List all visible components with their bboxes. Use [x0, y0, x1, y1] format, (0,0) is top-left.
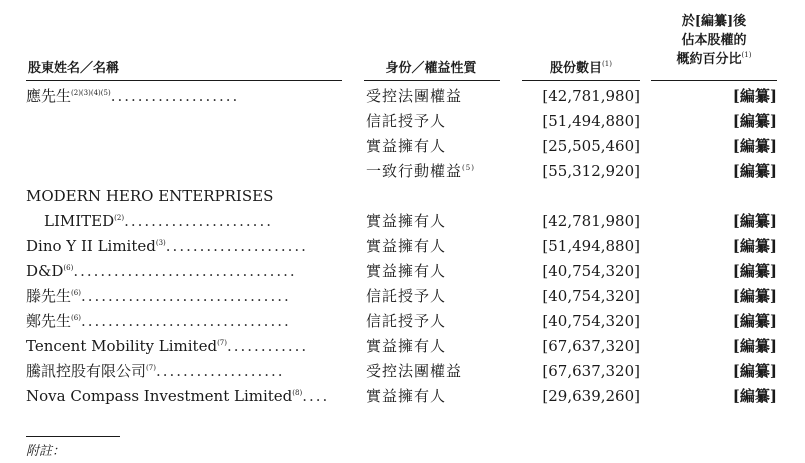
approx-percentage: [編纂] [732, 362, 777, 380]
leader-dots: ................................. [73, 262, 297, 280]
number-of-shares: [51,494,880] [542, 112, 640, 130]
table-row [0, 359, 805, 384]
leader-dots: ................... [155, 362, 285, 380]
number-of-shares: [40,754,320] [542, 287, 640, 305]
capacity [366, 84, 504, 109]
approx-percentage: [編纂] [732, 387, 777, 405]
capacity [366, 334, 504, 359]
leader-dots: .... [302, 387, 330, 405]
capacity [366, 259, 504, 284]
shareholder-name [26, 284, 344, 309]
leader-dots: ...................... [124, 212, 273, 230]
shareholder-name [26, 309, 344, 334]
shareholder-note: (2) [114, 214, 125, 222]
number-of-shares: [40,754,320] [542, 262, 640, 280]
capacity [366, 309, 504, 334]
number-of-shares: [29,639,260] [542, 387, 640, 405]
capacity [366, 184, 504, 209]
capacity-text: 信託授予人 [366, 112, 447, 130]
number-of-shares [522, 184, 640, 209]
shareholder-name [44, 209, 344, 234]
header-pct-note: (1) [741, 51, 752, 59]
table-row [0, 384, 805, 409]
approx-percentage: [編纂] [732, 337, 777, 355]
leader-dots: ............................... [80, 312, 291, 330]
shareholder-name [26, 84, 344, 109]
table-row [0, 209, 805, 234]
table-row [0, 109, 805, 134]
capacity [366, 134, 504, 159]
shareholder-name-text: Tencent Mobility Limited [26, 337, 218, 355]
header-rule-pct [651, 80, 777, 81]
capacity-text: 實益擁有人 [366, 262, 447, 280]
shareholder-name [26, 384, 344, 409]
number-of-shares: [67,637,320] [542, 362, 640, 380]
table-row [0, 309, 805, 334]
capacity-text: 受控法團權益 [366, 362, 463, 380]
table-row [0, 284, 805, 309]
number-of-shares: [51,494,880] [542, 237, 640, 255]
footnote-rule [26, 436, 120, 437]
table-row [0, 184, 805, 209]
capacity-text: 實益擁有人 [366, 212, 447, 230]
approx-percentage: [編纂] [732, 137, 777, 155]
approx-percentage: [編纂] [732, 312, 777, 330]
approx-percentage [651, 184, 777, 209]
shareholder-note: (7) [217, 339, 227, 347]
leader-dots: ................... [110, 87, 240, 105]
shareholder-note: (6) [71, 289, 81, 297]
header-pct-line3-wrap [652, 50, 776, 69]
header-shares-label: 股份數目 [550, 61, 603, 76]
number-of-shares: [55,312,920] [542, 162, 640, 180]
shareholder-name [26, 359, 344, 384]
shareholder-name [26, 334, 344, 359]
capacity-text: 實益擁有人 [366, 387, 447, 405]
capacity [366, 384, 504, 409]
approx-percentage: [編纂] [732, 162, 777, 180]
number-of-shares: [25,505,460] [542, 137, 640, 155]
shareholder-name [26, 234, 344, 259]
shareholder-name-text: 應先生 [26, 87, 72, 105]
number-of-shares: [42,781,980] [542, 212, 640, 230]
header-pct-line3: 概約百分比 [676, 52, 742, 67]
table-row [0, 259, 805, 284]
table-row [0, 234, 805, 259]
shareholder-name-text: Dino Y II Limited [26, 237, 156, 255]
capacity-text: 實益擁有人 [366, 237, 447, 255]
number-of-shares: [40,754,320] [542, 312, 640, 330]
table-row [0, 134, 805, 159]
capacity [366, 159, 504, 184]
shareholder-note: (6) [63, 264, 74, 272]
table-row [0, 334, 805, 359]
header-pct-line2: 佔本股權的 [681, 33, 747, 48]
shareholder-name [26, 159, 344, 184]
capacity [366, 209, 504, 234]
header-rule-role [364, 80, 500, 81]
approx-percentage: [編纂] [732, 287, 777, 305]
capacity [366, 284, 504, 309]
shareholder-name-text: LIMITED [44, 212, 115, 230]
approx-percentage: [編纂] [732, 237, 777, 255]
capacity-text: 一致行動權益 [366, 162, 463, 180]
header-rule-name [26, 80, 342, 81]
leader-dots: ............ [226, 337, 309, 355]
capacity-text: 受控法團權益 [366, 87, 463, 105]
leader-dots: ..................... [165, 237, 308, 255]
header-number-of-shares [522, 59, 640, 78]
shareholder-name [26, 109, 344, 134]
approx-percentage: [編纂] [732, 87, 777, 105]
shareholder-note: (3) [155, 239, 166, 247]
number-of-shares: [42,781,980] [542, 87, 640, 105]
capacity-text: 實益擁有人 [366, 337, 447, 355]
shareholder-note: (6) [71, 314, 81, 322]
approx-percentage: [編纂] [732, 112, 777, 130]
table-row [0, 84, 805, 109]
shareholder-name-text: MODERN HERO ENTERPRISES [26, 187, 274, 205]
header-capacity: 身份／權益性質 [385, 61, 477, 76]
leader-dots: ............................... [80, 287, 291, 305]
capacity-note: (5) [462, 164, 475, 172]
header-pct-line1: 於[編纂]後 [681, 14, 747, 29]
capacity-text: 實益擁有人 [366, 137, 447, 155]
shareholder-name-text: 騰訊控股有限公司 [26, 362, 147, 380]
table-row [0, 159, 805, 184]
shareholder-name [26, 184, 344, 209]
header-rule-shares [522, 80, 640, 81]
shareholder-name [26, 259, 344, 284]
shareholder-note: (7) [146, 364, 156, 372]
number-of-shares: [67,637,320] [542, 337, 640, 355]
header-shareholder-name: 股東姓名／名稱 [28, 61, 120, 76]
capacity-text: 信託授予人 [366, 312, 447, 330]
approx-percentage: [編纂] [732, 262, 777, 280]
shareholder-name-text: Nova Compass Investment Limited [26, 387, 293, 405]
capacity [366, 109, 504, 134]
shareholder-note: (8) [292, 389, 303, 397]
header-approx-percentage [652, 12, 776, 69]
shareholder-name-text: 鄭先生 [26, 312, 72, 330]
shareholder-note: (2)(3)(4)(5) [71, 89, 111, 97]
shareholder-name-text: D&D [26, 262, 64, 280]
approx-percentage: [編纂] [732, 212, 777, 230]
footnote-label: 附註： [26, 444, 66, 459]
capacity [366, 234, 504, 259]
capacity [366, 359, 504, 384]
shareholder-name-text: 滕先生 [26, 287, 72, 305]
shareholder-name [26, 134, 344, 159]
capacity-text: 信託授予人 [366, 287, 447, 305]
header-shares-note: (1) [602, 60, 612, 68]
